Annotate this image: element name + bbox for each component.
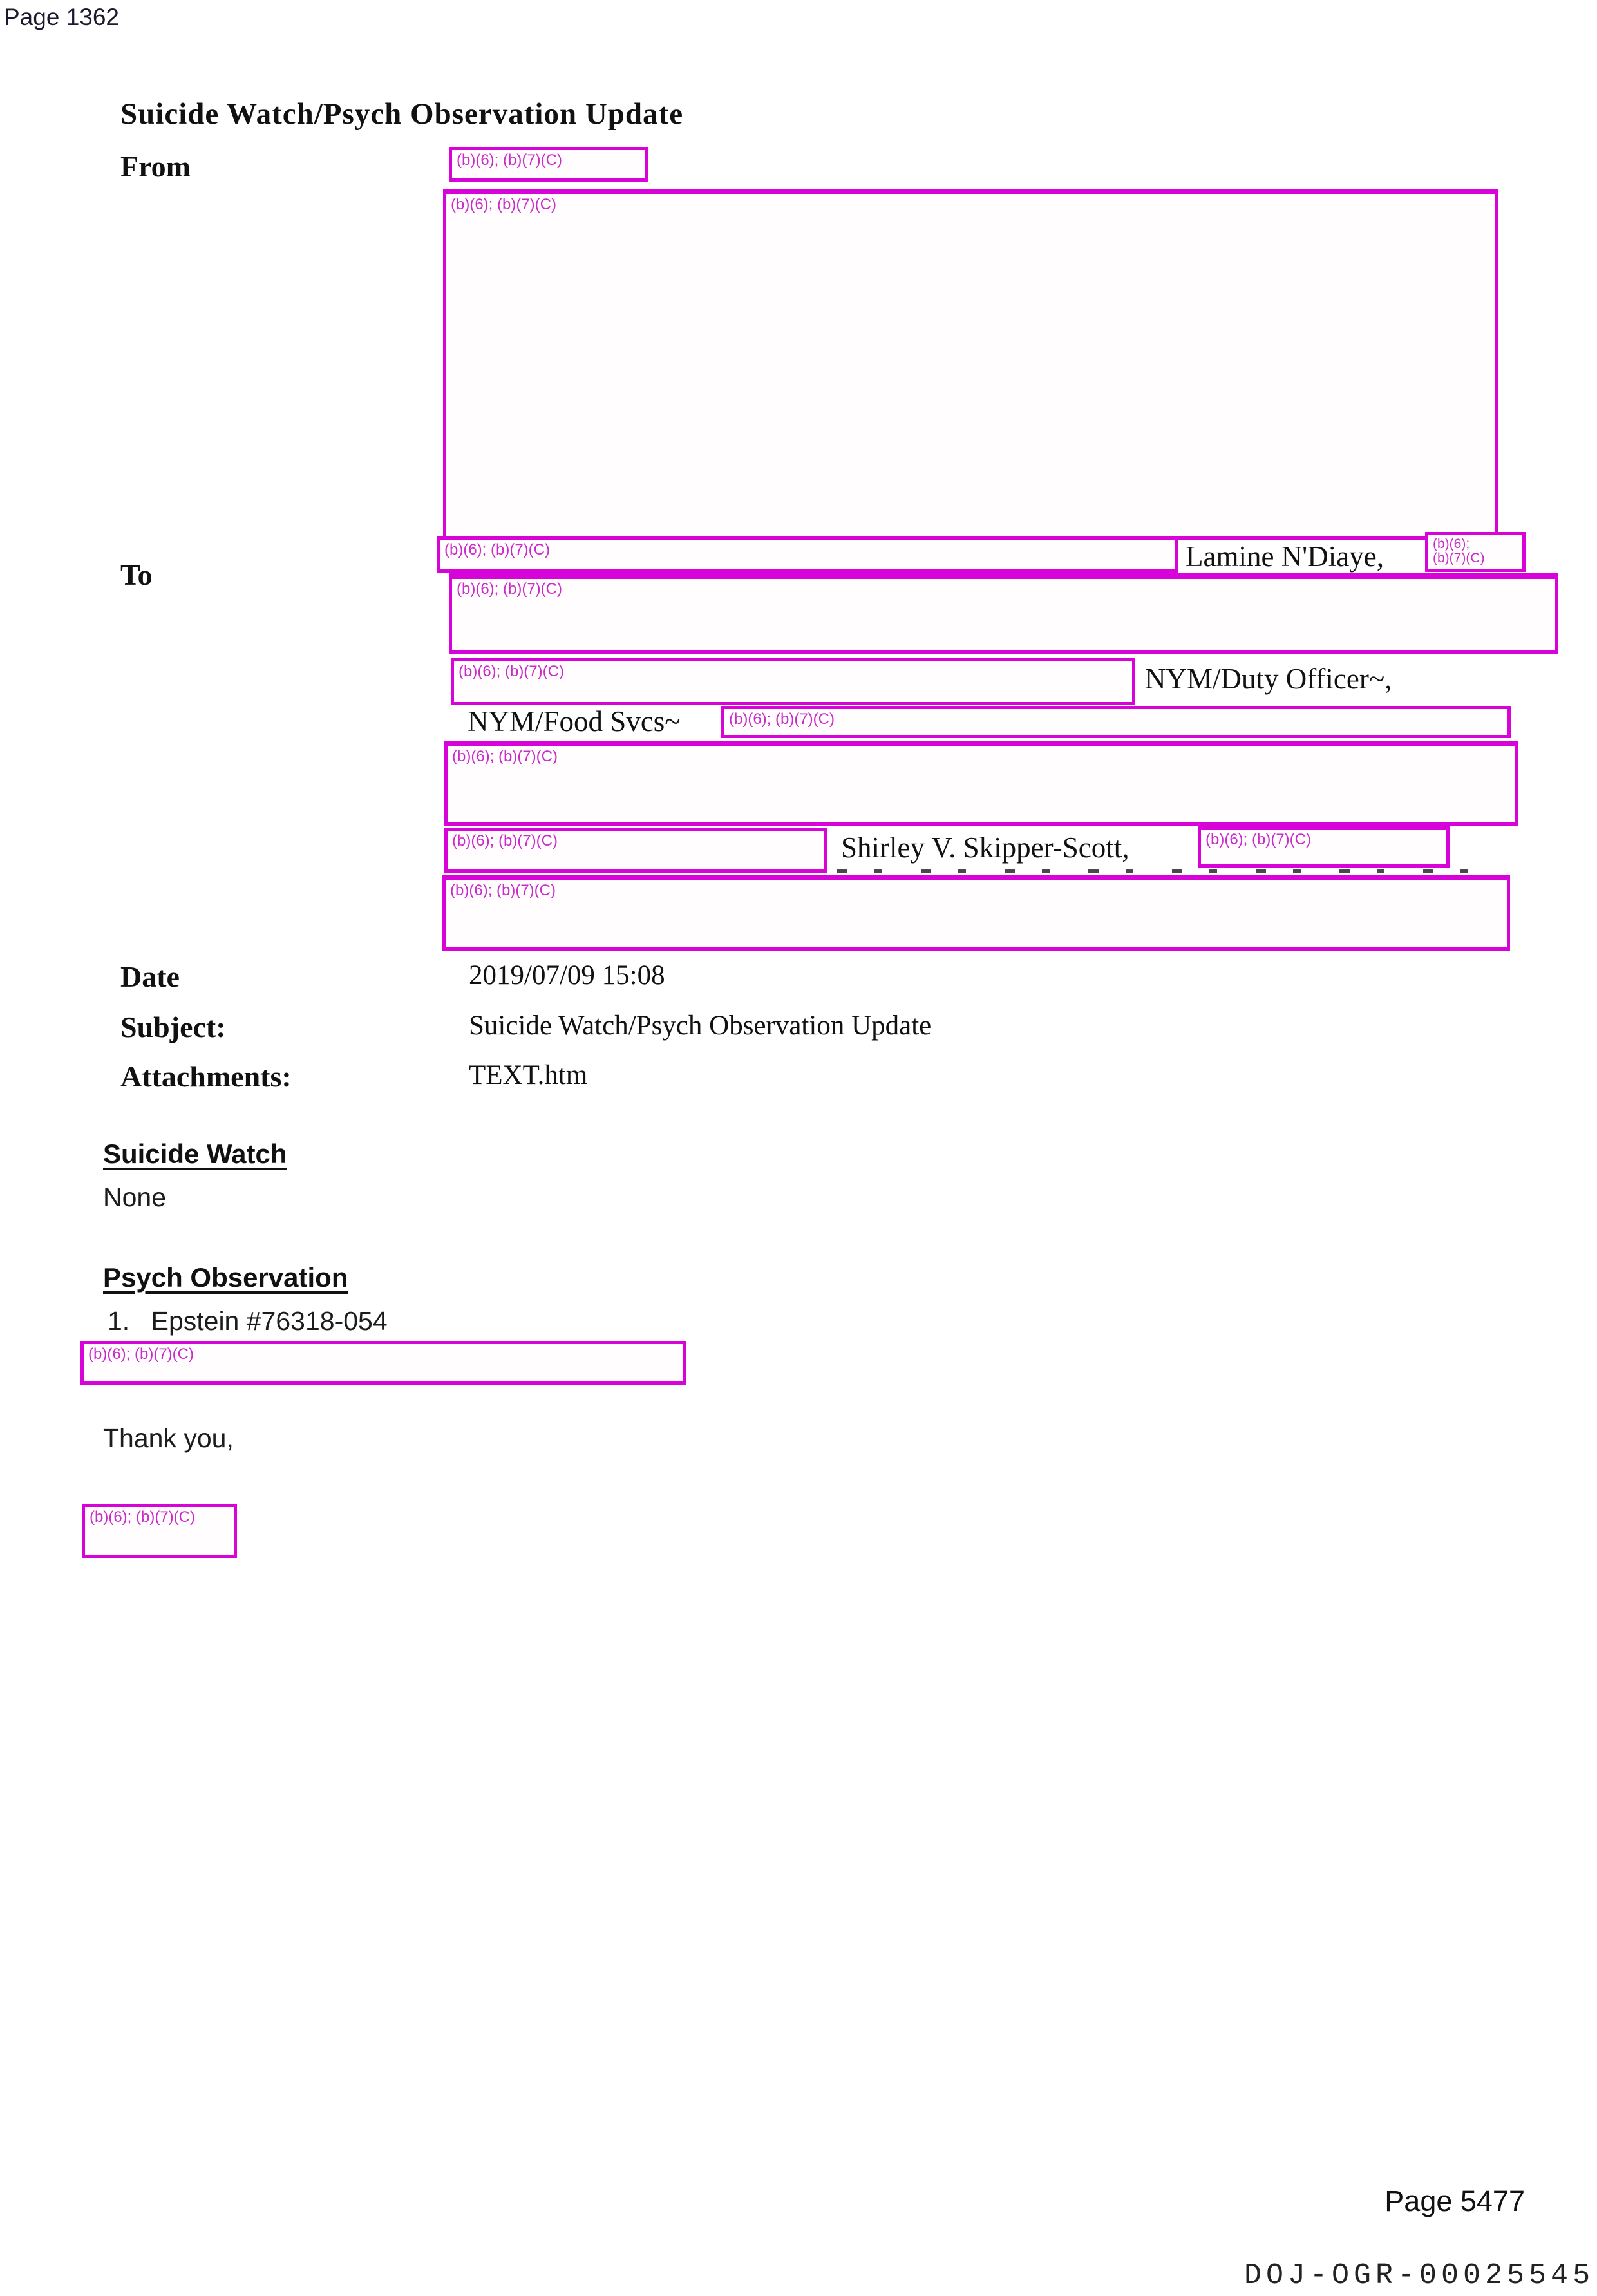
redaction-label: (b)(6); (b)(7)(C) [458,663,564,680]
recipient-name: Shirley V. Skipper-Scott, [841,831,1129,864]
list-number: 1. [108,1306,130,1336]
redaction-box-from-large [443,189,1498,540]
email-title: Suicide Watch/Psych Observation Update [120,97,684,131]
redaction-box-to-6 [444,828,827,873]
attachments-label: Attachments: [120,1060,292,1093]
redaction-box-to-7 [442,875,1510,951]
redaction-label: (b)(6); (b)(7)(C) [452,832,558,849]
redaction-label: (b)(6); (b)(7)(C) [451,196,556,213]
redaction-box-to-4 [721,706,1511,738]
recipient-name: NYM/Food Svcs~ [468,705,681,737]
redaction-box-body [80,1341,686,1385]
redaction-label: (b)(6); (b)(7)(C) [457,580,562,598]
redaction-label: (b)(6); (b)(7)(C) [457,151,562,169]
footer-page-number: Page 5477 [1384,2185,1525,2217]
redaction-label: (b)(6); (b)(7)(C) [452,748,558,765]
recipient-name: Lamine N'Diaye, [1186,540,1384,573]
from-label: From [120,150,191,183]
redaction-box-from-inline [449,147,648,182]
cutoff-text-fragments [837,869,1499,873]
to-label: To [120,558,153,591]
date-label: Date [120,960,180,993]
inmate-id: Epstein #76318-054 [151,1306,388,1336]
subject-label: Subject: [120,1010,226,1043]
redaction-box-to-2 [449,573,1558,654]
bates-number: DOJ-OGR-00025545 [1244,2259,1595,2292]
psych-observation-item [108,1306,388,1336]
redaction-box-to-6b [1198,826,1450,868]
redaction-label: (b)(6); (b)(7)(C) [1205,831,1311,848]
redaction-box-signature [82,1504,237,1558]
subject-value: Suicide Watch/Psych Observation Update [469,1010,932,1041]
redaction-label: (b)(6); (b)(7)(C) [450,882,556,899]
suicide-watch-heading: Suicide Watch [103,1139,287,1169]
attachment-filename: TEXT.htm [469,1060,588,1090]
date-value: 2019/07/09 15:08 [469,960,665,991]
psych-observation-heading: Psych Observation [103,1262,348,1293]
scan-page-number: Page 1362 [4,4,120,30]
redaction-label: (b)(6); (b)(7)(C) [729,710,835,728]
redaction-box-to-1b [1425,532,1526,572]
redaction-label: (b)(6); (b)(7)(C) [444,541,550,558]
recipient-name: NYM/Duty Officer~, [1145,663,1392,695]
redaction-box-to-3 [451,658,1135,705]
redaction-box-to-1 [437,536,1178,573]
redaction-box-to-5 [444,741,1518,826]
redaction-label: (b)(6); (b)(7)(C) [1433,536,1485,566]
redaction-label: (b)(6); (b)(7)(C) [88,1345,194,1363]
redaction-label: (b)(6); (b)(7)(C) [90,1508,195,1526]
closing-text: Thank you, [103,1423,234,1453]
suicide-watch-value: None [103,1182,167,1212]
